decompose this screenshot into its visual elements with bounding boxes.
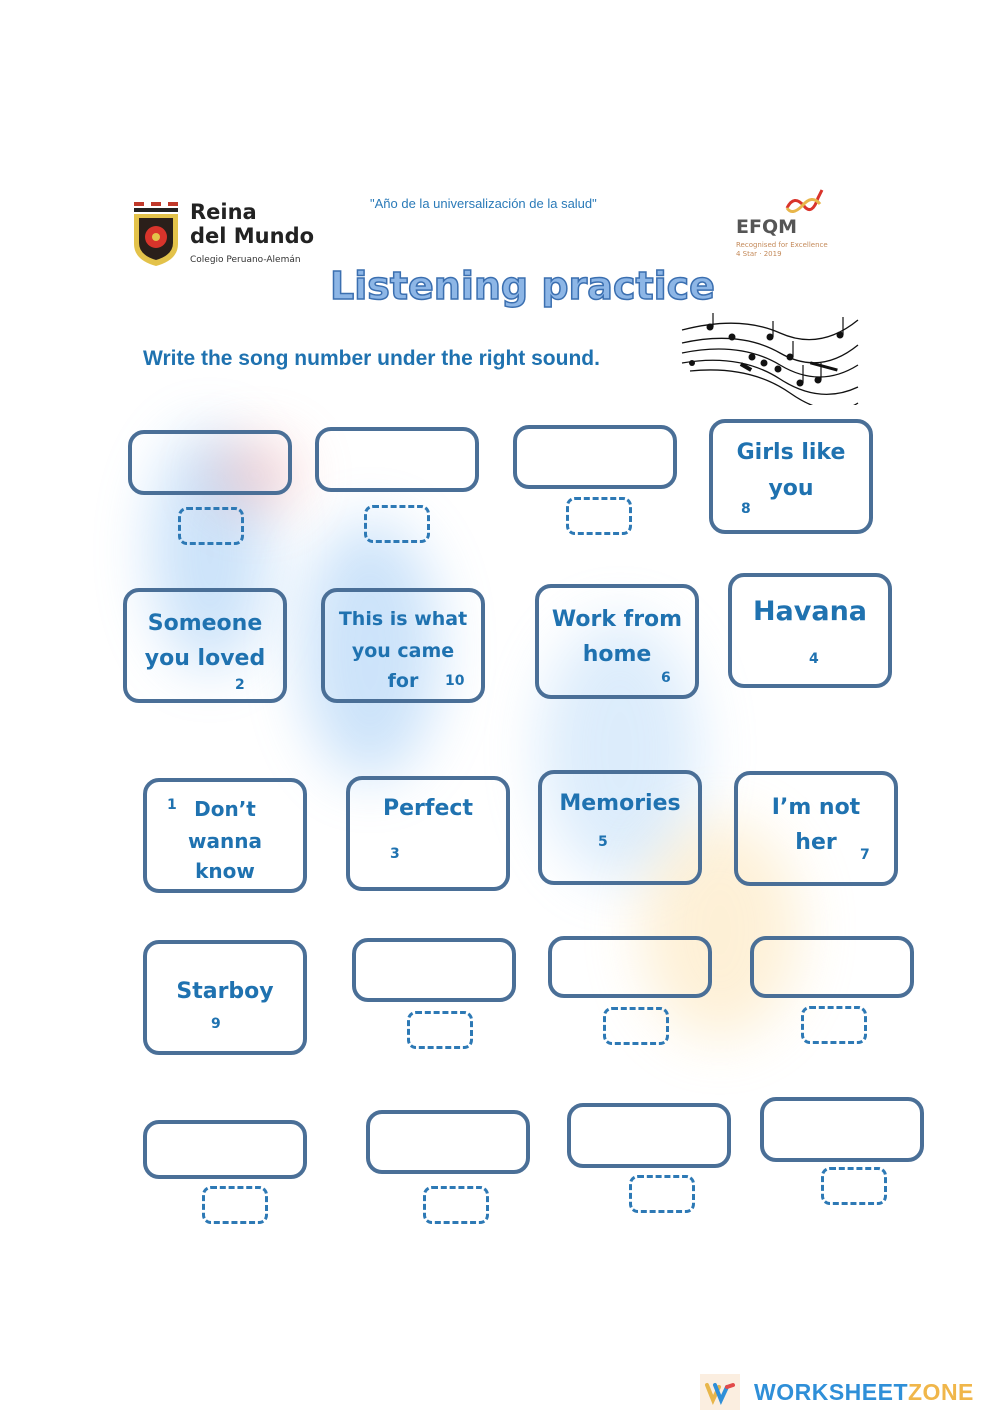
sound-box-9: [567, 1103, 731, 1168]
answer-slot-10[interactable]: [821, 1167, 887, 1205]
song-title-line: Havana: [752, 596, 868, 627]
answer-slot-8[interactable]: [423, 1186, 489, 1224]
school-name-line1: Reina: [190, 200, 257, 224]
song-title-line: Someone: [147, 611, 263, 636]
song-number: 2: [235, 677, 245, 693]
worksheetzone-brand: [700, 1374, 1000, 1410]
song-title-line: home: [582, 642, 652, 667]
song-card-havana: [728, 573, 892, 688]
song-title-line: Perfect: [383, 796, 473, 821]
answer-slot-1[interactable]: [178, 507, 244, 545]
song-number: 9: [211, 1016, 221, 1032]
song-card-girls-like-you: [709, 419, 873, 534]
answer-slot-9[interactable]: [629, 1175, 695, 1213]
answer-slot-6[interactable]: [801, 1006, 867, 1044]
answer-slot-4[interactable]: [407, 1011, 473, 1049]
song-title-line: know: [195, 859, 255, 883]
song-title-line: Girls like: [736, 440, 846, 465]
sound-box-6: [750, 936, 914, 998]
sound-box-2: [315, 427, 479, 492]
school-subtitle: Colegio Peruano-Alemán: [190, 255, 301, 265]
song-card-this-is-what-you-came-for: [321, 588, 485, 703]
brand-text: [754, 1379, 974, 1407]
music-notes-icon: [680, 305, 860, 405]
song-number: 5: [598, 834, 608, 850]
efqm-text: EFQM: [736, 216, 798, 238]
song-card-someone-you-loved: [123, 588, 287, 703]
song-number: 3: [390, 846, 400, 862]
page-title: Listening practice: [330, 264, 715, 308]
song-title-line: wanna: [188, 829, 262, 853]
school-name-line2: del Mundo: [190, 224, 315, 248]
answer-slot-3[interactable]: [566, 497, 632, 535]
brand-part-1: WORKSHEET: [754, 1379, 908, 1405]
sound-box-5: [548, 936, 712, 998]
song-number: 8: [741, 501, 751, 517]
song-number: 10: [445, 673, 465, 689]
song-card-dont-wanna-know: [143, 778, 307, 893]
song-number: 7: [860, 847, 870, 863]
song-card-memories: [538, 770, 702, 885]
efqm-caption-1: Recognised for Excellence: [736, 241, 828, 249]
sound-box-10: [760, 1097, 924, 1162]
instructions-text: Write the song number under the right sound.: [143, 347, 600, 370]
song-title-line: This is what: [338, 608, 468, 630]
song-title-line: Don’t: [194, 797, 256, 821]
song-number: 6: [661, 670, 671, 686]
song-title-line: Memories: [559, 791, 681, 816]
answer-slot-7[interactable]: [202, 1186, 268, 1224]
efqm-infinity-icon: [782, 188, 827, 218]
song-card-starboy: [143, 940, 307, 1055]
song-title-line: Work from: [551, 607, 683, 632]
sound-box-1: [128, 430, 292, 495]
answer-slot-5[interactable]: [603, 1007, 669, 1045]
answer-slot-2[interactable]: [364, 505, 430, 543]
song-number: 1: [167, 797, 177, 813]
song-card-im-not-her: [734, 771, 898, 886]
efqm-caption-2: 4 Star · 2019: [736, 250, 782, 258]
worksheetzone-logo-icon: [700, 1374, 740, 1410]
sound-box-7: [143, 1120, 307, 1179]
song-title-line: Starboy: [176, 979, 274, 1004]
song-title-line: her: [795, 830, 837, 855]
crest-icon: [132, 200, 180, 268]
sound-box-3: [513, 425, 677, 489]
song-card-work-from-home: [535, 584, 699, 699]
song-card-perfect: [346, 776, 510, 891]
brand-part-2: ZONE: [908, 1379, 974, 1405]
efqm-logo: [732, 188, 842, 263]
sound-box-4: [352, 938, 516, 1002]
sound-box-8: [366, 1110, 530, 1174]
school-logo: [132, 200, 322, 272]
song-title-line: you: [768, 476, 814, 501]
song-title-line: for: [387, 670, 419, 692]
song-title-line: I’m not: [771, 795, 861, 820]
song-title-line: you loved: [144, 646, 266, 671]
motto-text: "Año de la universalización de la salud": [370, 196, 597, 211]
song-number: 4: [809, 651, 819, 667]
song-title-line: you came: [351, 640, 455, 662]
